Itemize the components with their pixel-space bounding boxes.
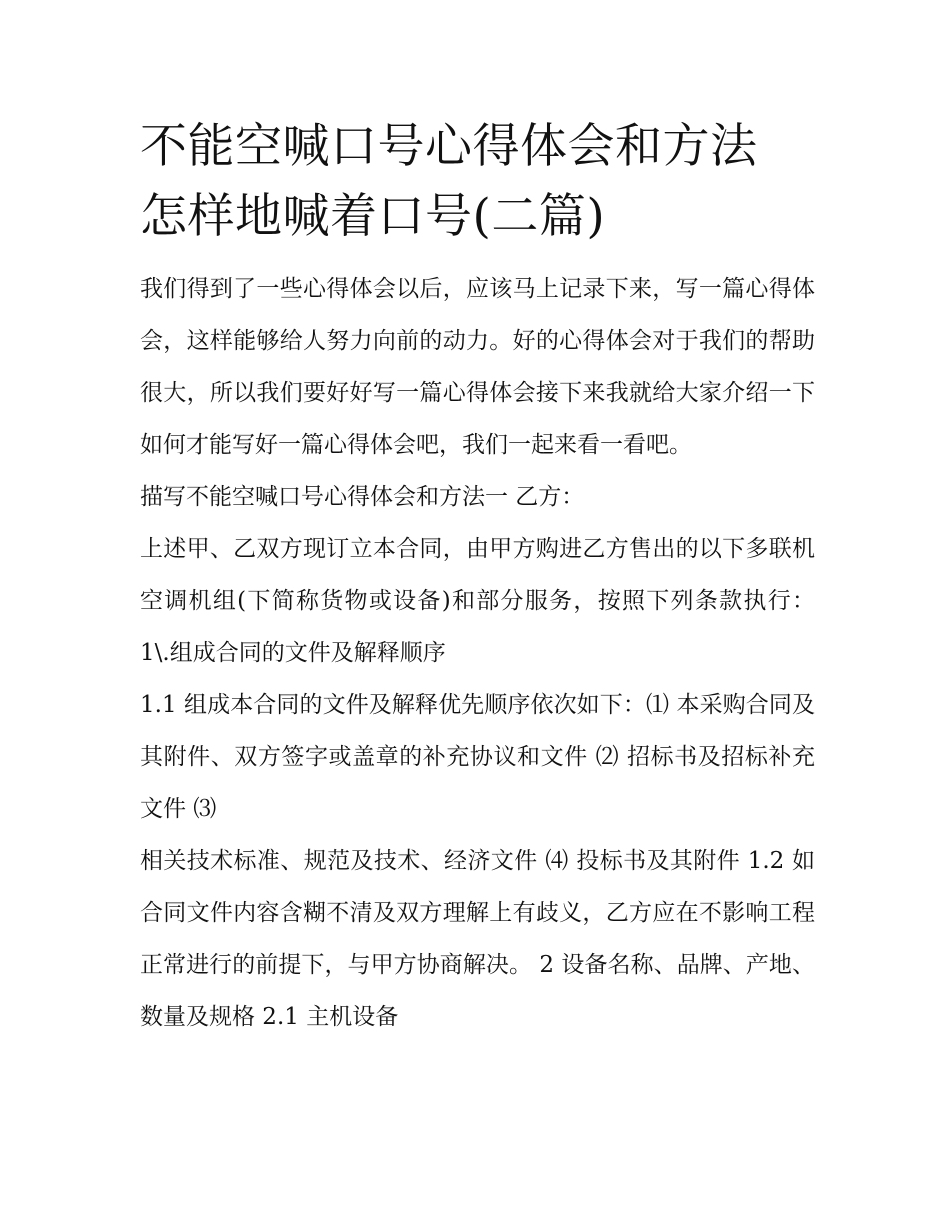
title-line-2: 怎样地喊着口号(二篇) <box>140 189 606 244</box>
section-heading: 描写不能空喊口号心得体会和方法一 乙方： <box>140 484 585 510</box>
clause-paragraph-1: 1.1 组成本合同的文件及解释优先顺序依次如下：⑴ 本采购合同及其附件、双方签字或盖章的补充协议和文件 ⑵ 招标书及招标补充文件 ⑶ <box>140 692 815 822</box>
title-line-1: 不能空喊口号心得体会和方法 <box>140 119 758 174</box>
document-title <box>140 112 815 252</box>
intro-paragraph: 我们得到了一些心得体会以后，应该马上记录下来，写一篇心得体会，这样能够给人努力向前的动力。好的心得体会对于我们的帮助很大，所以我们要好好写一篇心得体会接下来我就给大家介绍一下如何才能写好一篇心得体会吧，我们一起来看一看吧。 <box>140 276 815 458</box>
contract-paragraph: 上述甲、乙双方现订立本合同，由甲方购进乙方售出的以下多联机空调机组(下简称货物或设备)和部分服务，按照下列条款执行： 1\.组成合同的文件及解释顺序 <box>140 536 815 666</box>
document-body <box>140 112 815 1043</box>
clause-paragraph-2: 相关技术标准、规范及技术、经济文件 ⑷ 投标书及其附件 1.2 如合同文件内容含糊不清及双方理解上有歧义，乙方应在不影响工程正常进行的前提下，与甲方协商解决。 2 设备名称、品牌、产地、数量及规格 2.1 主机设备 <box>140 848 815 1030</box>
